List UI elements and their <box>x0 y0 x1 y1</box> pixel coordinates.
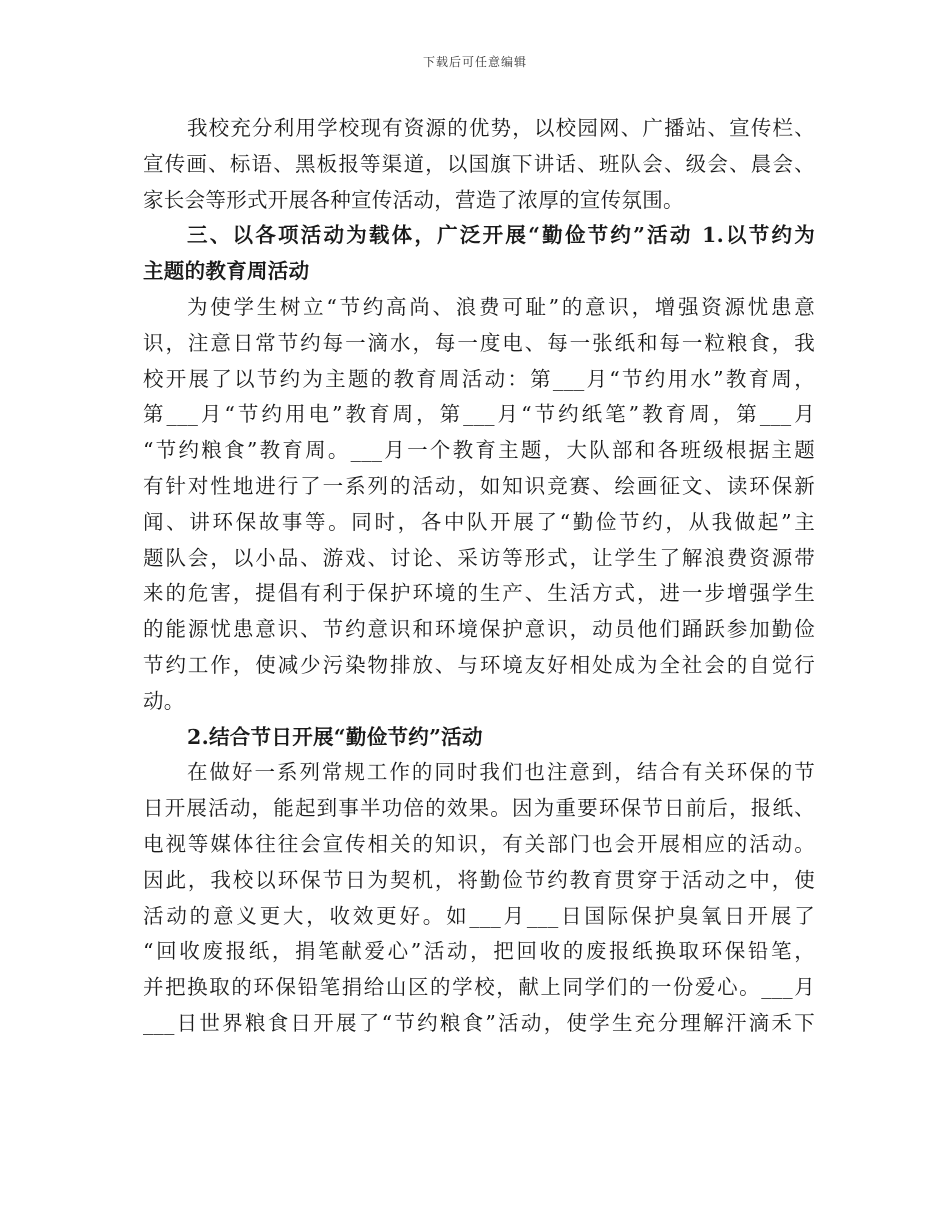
paragraph-line: 因此，我校以环保节日为契机，将勤俭节约教育贯穿于活动之中，使 <box>143 867 815 892</box>
paragraph-line: 为使学生树立“节约高尚、浪费可耻”的意识，增强资源忧患意 <box>187 294 815 319</box>
paragraph-line: 有针对性地进行了一系列的活动，如知识竞赛、绘画征文、读环保新 <box>143 473 815 498</box>
paragraph-line: 闻、讲环保故事等。同时，各中队开展了“勤俭节约，从我做起”主 <box>143 509 815 534</box>
section-heading-line: 三、以各项活动为载体，广泛开展“勤俭节约”活动 1.以节约为 <box>187 223 815 248</box>
paragraph-line: 来的危害，提倡有利于保护环境的生产、生活方式，进一步增强学生 <box>143 581 815 606</box>
paragraph-line: 我校充分利用学校现有资源的优势，以校园网、广播站、宣传栏、 <box>187 116 815 140</box>
paragraph-line: “回收废报纸，捐笔献爱心”活动，把回收的废报纸换取环保铅笔， <box>143 939 815 964</box>
paragraph-line: 在做好一系列常规工作的同时我们也注意到，结合有关环保的节 <box>187 760 815 785</box>
paragraph-line: 活动的意义更大，收效更好。如___月___日国际保护臭氧日开展了 <box>143 903 815 928</box>
paragraph-line: 第___月“节约用电”教育周，第___月“节约纸笔”教育周，第___月 <box>143 402 815 427</box>
paragraph-line: 动。 <box>143 688 185 713</box>
paragraph-line: 题队会，以小品、游戏、讨论、采访等形式，让学生了解浪费资源带 <box>143 545 815 570</box>
paragraph-line: 的能源忧患意识、节约意识和环境保护意识，动员他们踊跃参加勤俭 <box>143 617 815 642</box>
paragraph-line: 校开展了以节约为主题的教育周活动：第___月“节约用水”教育周， <box>143 366 815 391</box>
section-heading-line: 主题的教育周活动 <box>143 259 310 284</box>
document-body <box>143 112 815 1043</box>
paragraph-line: 识，注意日常节约每一滴水，每一度电、每一张纸和每一粒粮食，我 <box>143 330 815 355</box>
header-note: 下载后可任意编辑 <box>422 55 527 69</box>
paragraph-line: 电视等媒体往往会宣传相关的知识，有关部门也会开展相应的活动。 <box>143 831 815 856</box>
paragraph-line: 家长会等形式开展各种宣传活动，营造了浓厚的宣传氛围。 <box>143 187 684 212</box>
paragraph-line: 日开展活动，能起到事半功倍的效果。因为重要环保节日前后，报纸、 <box>143 796 815 821</box>
paragraph-line: 并把换取的环保铅笔捐给山区的学校，献上同学们的一份爱心。___月 <box>143 975 815 1000</box>
section-heading-line: 2.结合节日开展“勤俭节约”活动 <box>187 724 483 749</box>
paragraph-line: ___日世界粮食日开展了“节约粮食”活动，使学生充分理解汗滴禾下 <box>143 1010 815 1035</box>
paragraph-line: “节约粮食”教育周。___月一个教育主题，大队部和各班级根据主题 <box>143 438 815 463</box>
paragraph-line: 节约工作，使减少污染物排放、与环境友好相处成为全社会的自觉行 <box>143 652 815 677</box>
paragraph-line: 宣传画、标语、黑板报等渠道，以国旗下讲话、班队会、级会、晨会、 <box>143 151 815 176</box>
